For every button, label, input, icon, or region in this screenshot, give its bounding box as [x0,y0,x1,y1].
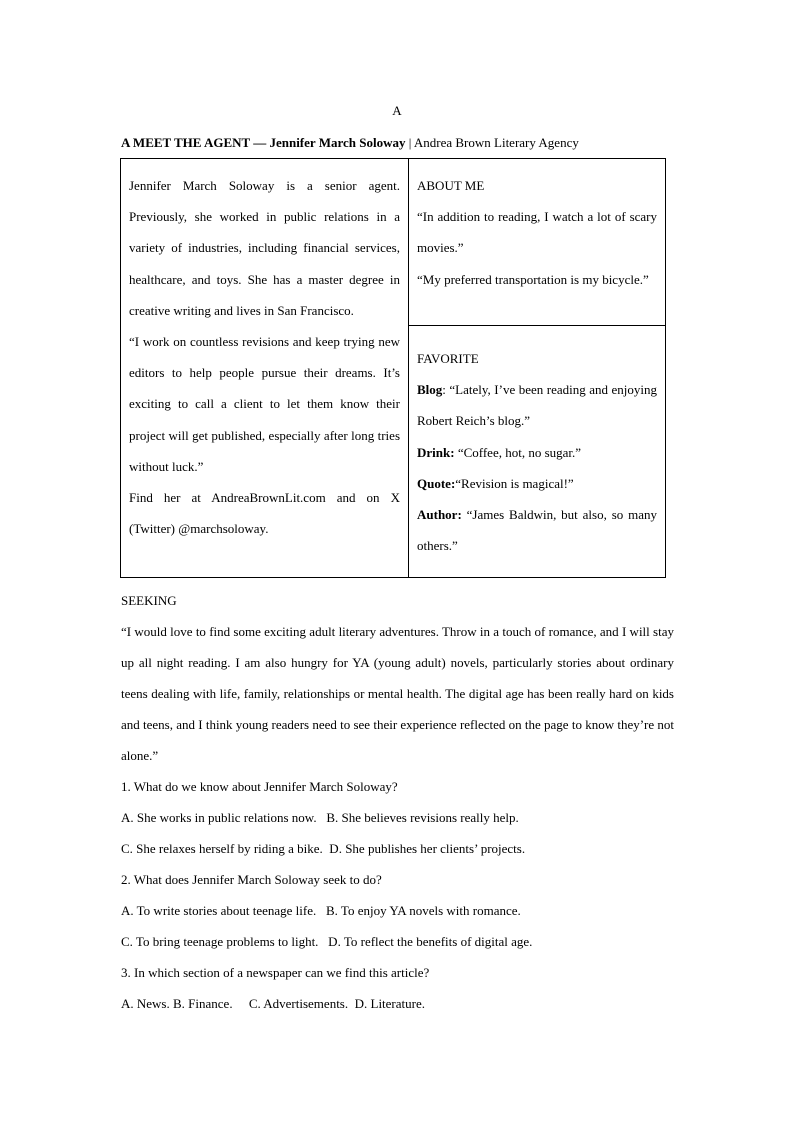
about-me-cell [409,159,666,326]
agency-name: | Andrea Brown Literary Agency [405,135,579,150]
section-letter: A [392,103,402,118]
agent-info-table [120,158,666,578]
quote-label: Quote: [417,475,456,491]
bio-intro: Jennifer March Soloway is a senior agent. Previously, she worked in public relations in a variety of industries, including financial services, healthcare, and toys. She has a master degree in creative writing and lives in San Francisco. [129,178,400,318]
bio-find-her: Find her at AndreaBrownLit.com and on X (Twitter) @marchsoloway. [129,490,400,537]
favorite-author [417,499,657,561]
article-title [121,135,681,151]
drink-text: “Coffee, hot, no sugar.” [454,444,582,460]
about-me-quote-2: “My preferred transportation is my bicycle.” [417,271,649,287]
question-2-stem: 2. What does Jennifer March Soloway seek to do? [121,872,382,887]
question-3-stem: 3. In which section of a newspaper can we find this article? [121,965,430,980]
about-me-quote-1: “In addition to reading, I watch a lot of scary movies.” [417,209,657,256]
favorite-heading: FAVORITE [417,351,479,366]
bio-cell [121,159,409,578]
question-3-options: A. News. B. Finance. C. Advertisements. D. Literature. [121,996,425,1011]
question-2-options-cd: C. To bring teenage problems to light. D. To reflect the benefits of digital age. [121,934,533,949]
question-1-options-ab: A. She works in public relations now. B. She believes revisions really help. [121,810,519,825]
question-1-options-cd: C. She relaxes herself by riding a bike. D. She publishes her clients’ projects. [121,841,526,856]
article-body [121,585,674,1019]
about-me-heading: ABOUT ME [417,178,485,193]
favorite-cell [409,326,666,578]
blog-text: : “Lately, I’ve been reading and enjoying Robert Reich’s blog.” [417,382,657,429]
blog-label: Blog [417,382,443,398]
seeking-heading: SEEKING [121,593,177,608]
title-prefix: A MEET THE AGENT — [121,135,270,150]
seeking-text: “I would love to find some exciting adult literary adventures. Throw in a touch of romance, and I will stay up all night reading. I am also hungry for YA (young adult) novels, particularly stories about ordinary teens dealing with life, family, relationships or mental health. The digital age has been really hard on kids and teens, and I think young readers need to see their experience reflected on the page to know they’re not alone.” [121,624,675,763]
agent-name: Jennifer March Soloway [269,135,406,150]
question-2-options-ab: A. To write stories about teenage life. B. To enjoy YA novels with romance. [121,903,521,918]
drink-label: Drink: [417,444,455,460]
question-1-stem: 1. What do we know about Jennifer March Soloway? [121,779,398,794]
favorite-quote [417,468,657,499]
favorite-drink [417,437,657,468]
bio-quote: “I work on countless revisions and keep trying new editors to help people pursue their dreams. It’s exciting to call a client to let them know their project will get published, especially after long tries without luck.” [129,334,400,474]
favorite-blog [417,374,657,436]
quote-text: “Revision is magical!” [455,475,574,491]
author-text: “James Baldwin, but also, so many others.” [417,507,657,554]
author-label: Author: [417,507,462,523]
